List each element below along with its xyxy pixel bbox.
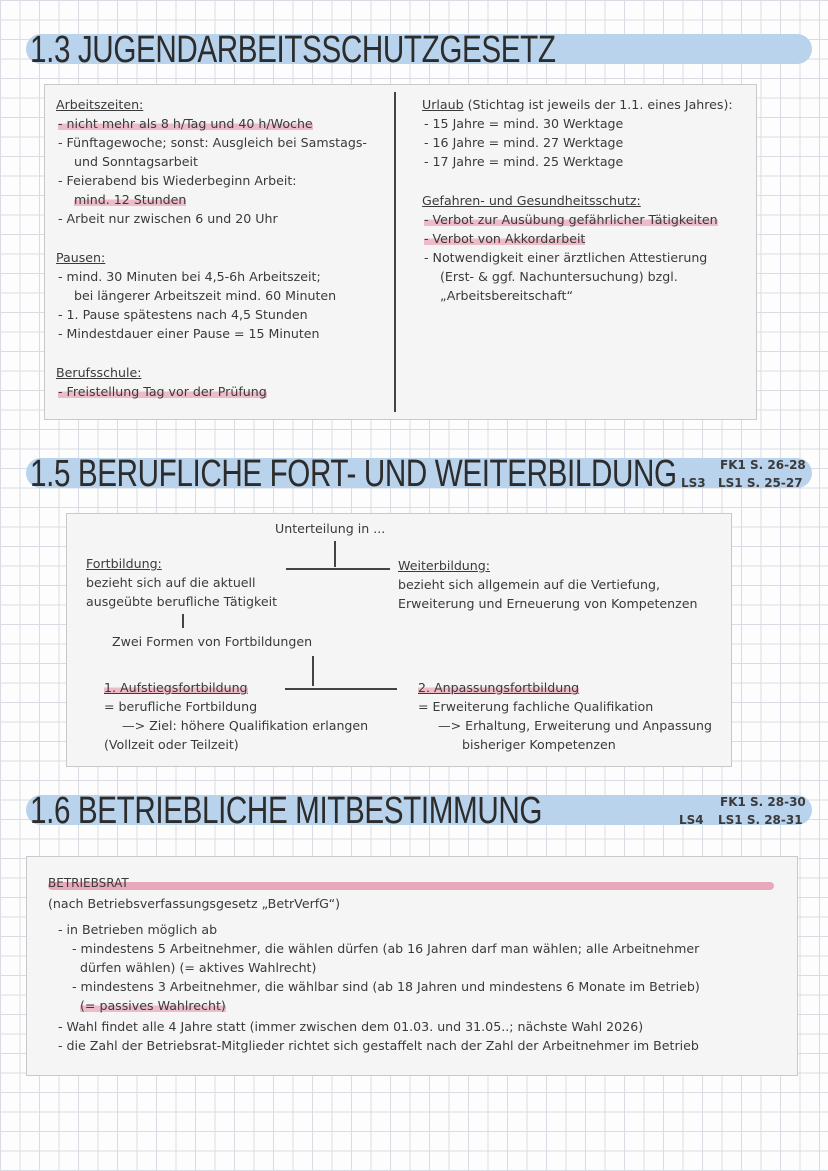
betriebsrat-highlight-bar (48, 882, 774, 890)
list-item: - Fünftagewoche; sonst: Ausgleich bei Samstags- (58, 135, 367, 150)
list-item: dürfen wählen) (= aktives Wahlrecht) (80, 960, 317, 975)
list-item: „Arbeitsbereitschaft“ (440, 288, 573, 303)
connector-line (334, 541, 336, 567)
urlaub-heading-line: Urlaub (Stichtag ist jeweils der 1.1. eines Jahres): (422, 97, 733, 112)
section-title-1-5: 1.5 BERUFLICHE FORT- UND WEITERBILDUNG (30, 453, 677, 495)
text-line: = berufliche Fortbildung (104, 699, 258, 714)
connector-line (182, 614, 184, 628)
connector-line (285, 688, 397, 690)
text-line: (Vollzeit oder Teilzeit) (104, 737, 239, 752)
text-line: —> Ziel: höhere Qualifikation erlangen (122, 718, 369, 733)
list-item: bei längerer Arbeitszeit mind. 60 Minuten (74, 288, 337, 303)
heading-urlaub: Urlaub (422, 97, 464, 112)
heading-anpassungsfortbildung: 2. Anpassungsfortbildung (418, 680, 580, 695)
list-item: - 16 Jahre = mind. 27 Werktage (424, 135, 624, 150)
heading-weiterbildung: Weiterbildung: (398, 558, 491, 573)
list-item: - Feierabend bis Wiederbeginn Arbeit: (58, 173, 297, 188)
text-line: bezieht sich allgemein auf die Vertiefung, (398, 577, 660, 592)
text-line: bisheriger Kompetenzen (462, 737, 616, 752)
column-divider (394, 92, 396, 412)
list-item: - mind. 30 Minuten bei 4,5-6h Arbeitszeit; (58, 269, 321, 284)
ref-ls4: LS4 (679, 813, 704, 827)
zwei-formen-label: Zwei Formen von Fortbildungen (112, 634, 313, 649)
unterteilung-label: Unterteilung in ... (275, 521, 386, 536)
ref-fk1: FK1 S. 28-30 (720, 795, 806, 809)
heading-fortbildung: Fortbildung: (86, 556, 162, 571)
list-item: - 15 Jahre = mind. 30 Werktage (424, 116, 624, 131)
ref-ls1: LS1 S. 28-31 (718, 813, 803, 827)
list-item: - nicht mehr als 8 h/Tag und 40 h/Woche (58, 116, 313, 131)
list-item: - 1. Pause spätestens nach 4,5 Stunden (58, 307, 308, 322)
section-title-1-3: 1.3 JUGENDARBEITSSCHUTZGESETZ (30, 29, 556, 71)
text-line: (nach Betriebsverfassungsgesetz „BetrVerfG“) (48, 896, 341, 911)
section-title-1-6: 1.6 BETRIEBLICHE MITBESTIMMUNG (30, 790, 543, 832)
heading-betriebsrat: BETRIEBSRAT (48, 876, 129, 890)
list-item: (Erst- & ggf. Nachuntersuchung) bzgl. (440, 269, 678, 284)
heading-berufsschule: Berufsschule: (56, 365, 142, 380)
heading-gefahrenschutz: Gefahren- und Gesundheitsschutz: (422, 193, 641, 208)
text-line: bezieht sich auf die aktuell (86, 575, 256, 590)
text-line: —> Erhaltung, Erweiterung und Anpassung (438, 718, 713, 733)
ref-fk1: FK1 S. 26-28 (720, 458, 806, 472)
list-item: mind. 12 Stunden (74, 192, 187, 207)
text-line: = Erweiterung fachliche Qualifikation (418, 699, 654, 714)
list-item: - die Zahl der Betriebsrat-Mitglieder richtet sich gestaffelt nach der Zahl der Arbeitnehmer im Betrieb (58, 1038, 699, 1053)
list-item: - Arbeit nur zwischen 6 und 20 Uhr (58, 211, 278, 226)
list-item: - Notwendigkeit einer ärztlichen Attestierung (424, 250, 708, 265)
list-item: - in Betrieben möglich ab (58, 922, 218, 937)
heading-pausen: Pausen: (56, 250, 106, 265)
text-line: Erweiterung und Erneuerung von Kompetenzen (398, 596, 698, 611)
list-item: - Mindestdauer einer Pause = 15 Minuten (58, 326, 320, 341)
text-line: ausgeübte berufliche Tätigkeit (86, 594, 278, 609)
ref-ls3: LS3 (681, 476, 706, 490)
list-item: - mindestens 3 Arbeitnehmer, die wählbar sind (ab 18 Jahren und mindestens 6 Monate im Betrieb) (72, 979, 700, 994)
list-item: - Verbot von Akkordarbeit (424, 231, 586, 246)
connector-line (312, 656, 314, 686)
list-item: - 17 Jahre = mind. 25 Werktage (424, 154, 624, 169)
list-item: und Sonntagsarbeit (74, 154, 198, 169)
ref-ls1: LS1 S. 25-27 (718, 476, 803, 490)
heading-arbeitszeiten: Arbeitszeiten: (56, 97, 144, 112)
list-item: - Verbot zur Ausübung gefährlicher Tätigkeiten (424, 212, 718, 227)
list-item: (= passives Wahlrecht) (80, 998, 226, 1013)
connector-line (286, 568, 390, 570)
heading-aufstiegsfortbildung: 1. Aufstiegsfortbildung (104, 680, 248, 695)
list-item: - mindestens 5 Arbeitnehmer, die wählen dürfen (ab 16 Jahren darf man wählen; alle Arbeitnehmer (72, 941, 700, 956)
list-item: - Wahl findet alle 4 Jahre statt (immer zwischen dem 01.03. und 31.05..; nächste Wahl 2026) (58, 1019, 644, 1034)
list-item: - Freistellung Tag vor der Prüfung (58, 384, 267, 399)
